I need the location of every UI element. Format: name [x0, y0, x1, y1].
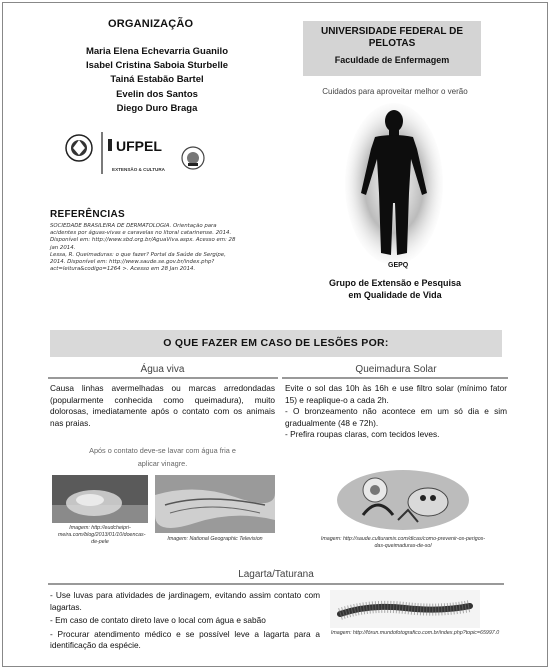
ufpel-logo-text: UFPEL: [116, 138, 162, 154]
ufpel-logo-subtext: EXTENSÃO & CULTURA: [112, 167, 165, 172]
reference-item: SOCIEDADE BRASILEIRA DE DERMATOLOGIA. Orientação para acidentes por águas-vivas e caravelas no litoral catarinense. 2014. Disponível em: http://www.sbd.org.br/AguaViva.aspx. Acesso em: 28 jan 2014.: [50, 223, 236, 251]
human-silhouette-image: [345, 103, 443, 265]
group-name-line1: Grupo de Extensão e Pesquisa: [328, 278, 462, 288]
queimadura-text: [285, 383, 507, 441]
ufpel-logo: [108, 138, 166, 172]
tagline: Cuidados para aproveitar melhor o verão: [322, 87, 468, 96]
lagarta-item: - Procurar atendimento médico e se possível leve a lagarta para a identificação da espécie.: [50, 628, 320, 650]
university-header: [303, 21, 481, 76]
references-title: REFERÊNCIAS: [50, 209, 125, 220]
lagarta-item: - Em caso de contato direto lave o local com água e sabão: [50, 615, 266, 625]
agua-viva-note-line2: aplicar vinagre.: [137, 459, 188, 468]
lagarta-list: [50, 590, 320, 654]
agua-viva-text: Causa linhas avermelhadas ou marcas arredondadas (popularmente conhecida como queimadura), muito dolorosas, imediatamente após o contato com os animais nas praias.: [50, 383, 275, 428]
lagarta-item: - Use luvas para atividades de jardinagem, evitando assim contato com lagartas.: [50, 590, 320, 612]
group-name-line2: em Qualidade de Vida: [348, 290, 442, 300]
organizer-name: Diego Duro Braga: [116, 102, 198, 114]
agua-viva-divider: [48, 377, 278, 379]
agua-viva-caption-2: Imagem: National Geographic Television: [167, 536, 263, 542]
caterpillar-image: [330, 590, 480, 628]
organization-names: [62, 45, 252, 116]
lesions-banner: O QUE FAZER EM CASO DE LESÕES POR:: [50, 330, 502, 357]
queimadura-divider: [282, 377, 508, 379]
lagarta-caption: Imagem: http://fórun.mundofotografico.com.br/index.php?topic=65997.0: [330, 630, 500, 636]
agua-viva-heading: Água viva: [140, 364, 185, 375]
university-name-line1: UNIVERSIDADE FEDERAL DE: [320, 26, 464, 37]
references-list: [50, 223, 240, 273]
university-seal-logo: [66, 135, 92, 161]
gepq-label: GEPQ: [388, 262, 409, 269]
reference-item: Lessa, R. Queimaduras: o que fazer? Portal da Saúde de Sergipe, 2014. Disponível em: http://www.saude.se.gov.br/index.php?act=leitura&codigo=1264 >. Acesso em 28 Jan 2014.: [50, 251, 226, 273]
lagarta-heading: Lagarta/Taturana: [238, 569, 314, 580]
queimadura-caption: Imagem: http://saude.culturamix.com/dicas/como-prevenir-os-perigos-das-queimaduras-de-sol: [320, 536, 486, 549]
faculty-name: Faculdade de Enfermagem: [334, 55, 450, 65]
queimadura-line: - O bronzeamento não acontece em um só dia e sim gradualmente (48 e 72h).: [285, 406, 507, 428]
lagarta-divider: [48, 583, 504, 585]
agua-viva-note-line1: Após o contato deve-se lavar com água fria e: [89, 446, 236, 455]
agua-viva-note: [50, 444, 275, 470]
institution-logos: [62, 128, 222, 178]
group-name: [320, 277, 470, 301]
faculty-seal-logo: [182, 147, 204, 169]
queimadura-heading: Queimadura Solar: [355, 364, 437, 375]
organizer-name: Isabel Cristina Saboia Sturbelle: [85, 60, 229, 72]
university-name-line2: PELOTAS: [368, 38, 416, 49]
organizer-name: Evelin dos Santos: [116, 88, 198, 100]
organization-title: ORGANIZAÇÃO: [108, 18, 194, 30]
organizer-name: Maria Elena Echevarria Guanilo: [85, 46, 229, 57]
jellyfish-sting-image: [155, 475, 275, 533]
jellyfish-image: [52, 475, 148, 523]
queimadura-line: Evite o sol das 10h às 16h e use filtro solar (mínimo fator 15) e reaplique-o a cada 2h.: [285, 383, 507, 405]
organizer-name: Tainá Estabão Bartel: [110, 74, 204, 86]
queimadura-line: - Prefira roupas claras, com tecidos leves.: [285, 429, 440, 439]
agua-viva-caption-1: Imagem: http://eudcheipri-meira.com/blog/2013/01/10/doencas-de-pele: [58, 525, 146, 545]
sunburn-illustration-image: [333, 460, 473, 534]
